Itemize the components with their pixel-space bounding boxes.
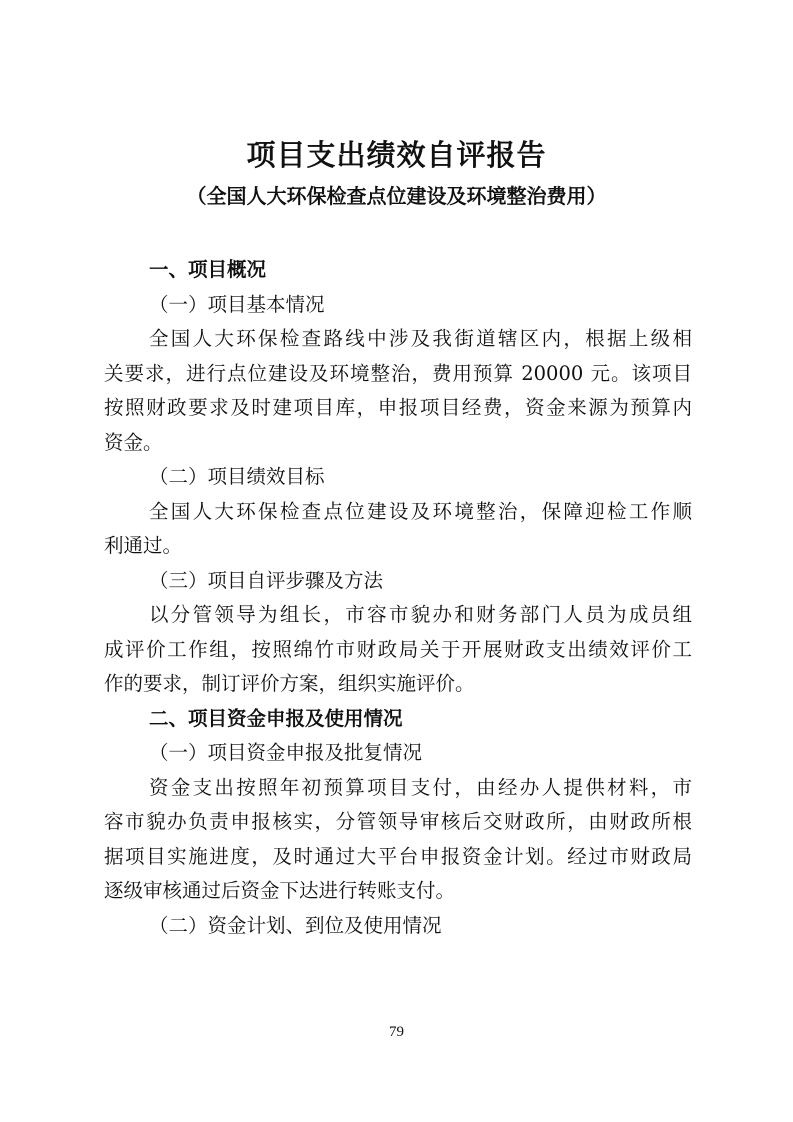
paragraph-line: 利通过。 [104, 534, 183, 557]
paragraph-line: 据项目实施进度，及时通过大平台申报资金计划。经过市财政局 [104, 844, 692, 868]
paragraph-line: 逐级审核通过后资金下达进行转账支付。 [104, 879, 456, 902]
paragraph-line: 全国人大环保检查路线中涉及我街道辖区内，根据上级相 [149, 327, 692, 350]
subsection-heading: （二）资金计划、到位及使用情况 [149, 913, 442, 937]
section-heading-2: 二、项目资金申报及使用情况 [149, 706, 403, 730]
subsection-heading: （三）项目自评步骤及方法 [149, 568, 384, 592]
document-title: 项目支出绩效自评报告 [246, 138, 547, 172]
document-body [104, 253, 692, 943]
page-number: 79 [389, 1024, 404, 1040]
document-subtitle: （全国人大环保检查点位建设及环境整治费用） [186, 184, 607, 208]
paragraph-line: 资金。 [104, 430, 163, 454]
paragraph-line: 成评价工作组，按照绵竹市财政局关于开展财政支出绩效评价工 [104, 637, 692, 661]
paragraph-line: 容市貌办负责申报核实，分管领导审核后交财政所，由财政所根 [104, 810, 692, 833]
section-heading-1: 一、项目概况 [149, 258, 267, 281]
subsection-heading: （一）项目基本情况 [149, 292, 325, 316]
subsection-heading: （一）项目资金申报及批复情况 [149, 741, 423, 764]
paragraph-line: 以分管领导为组长，市容市貌办和财务部门人员为成员组 [149, 603, 692, 626]
paragraph-line: 作的要求，制订评价方案，组织实施评价。 [104, 672, 475, 695]
subsection-heading: （二）项目绩效目标 [149, 465, 325, 488]
paragraph-line: 资金支出按照年初预算项目支付，由经办人提供材料，市 [149, 775, 692, 799]
paragraph-line: 关要求，进行点位建设及环境整治，费用预算 20000 元。该项目 [104, 361, 692, 385]
paragraph-line: 按照财政要求及时建项目库，申报项目经费，资金来源为预算内 [104, 396, 692, 419]
paragraph-line: 全国人大环保检查点位建设及环境整治，保障迎检工作顺 [149, 499, 692, 523]
